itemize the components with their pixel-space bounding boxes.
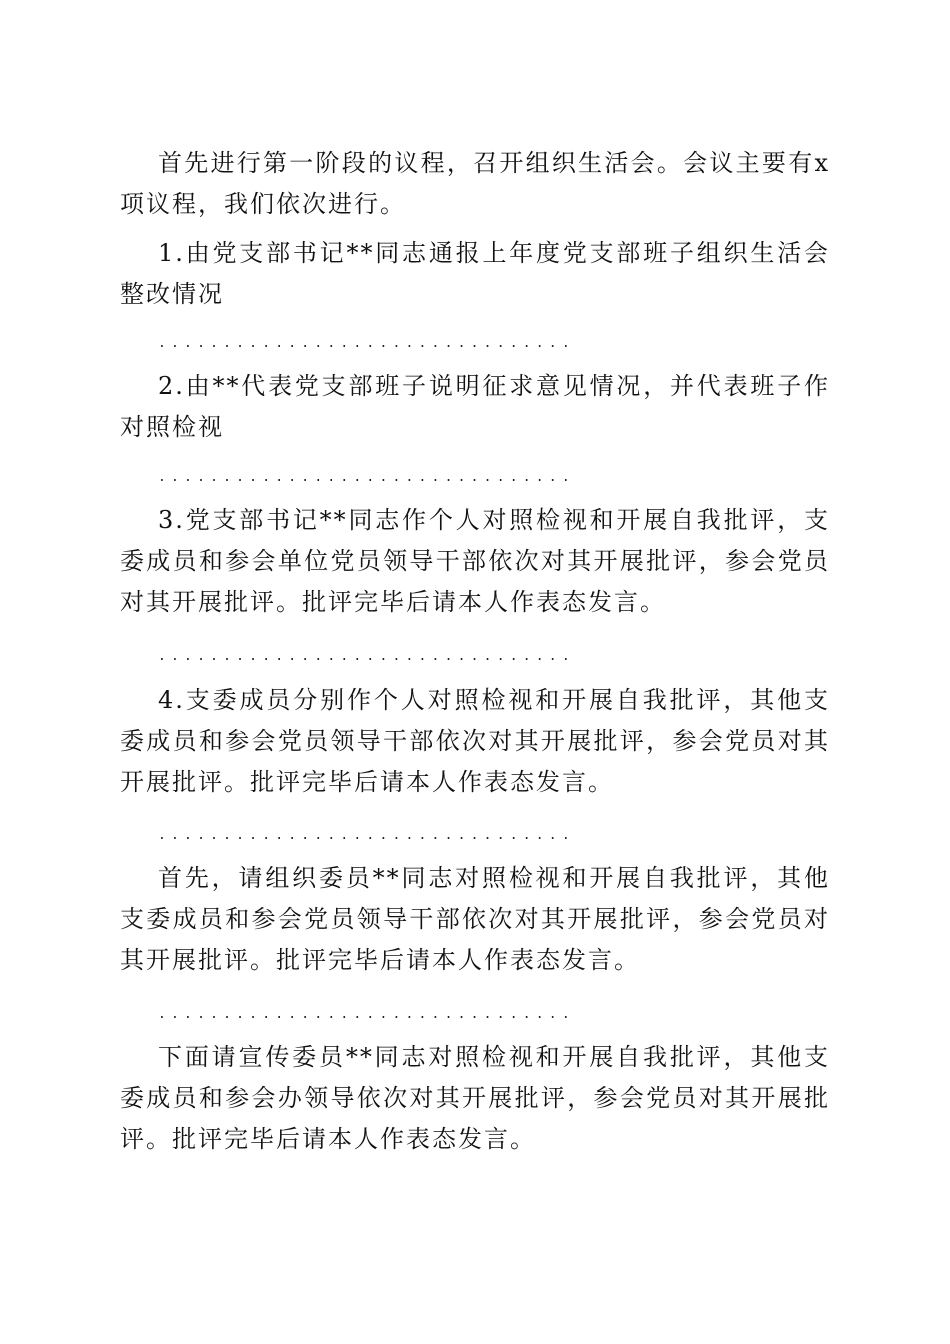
ellipsis-separator: ................................ xyxy=(158,336,575,351)
paragraph-publicity-member: 下面请宣传委员**同志对照检视和开展自我批评，其他支委成员和参会办领导依次对其开展批评，参会党员对其开展批评。批评完毕后请本人作表态发言。 xyxy=(120,1043,830,1153)
ellipsis-separator: ................................ xyxy=(158,1007,575,1022)
paragraph-intro: 首先进行第一阶段的议程，召开组织生活会。会议主要有x项议程，我们依次进行。 xyxy=(120,149,830,218)
paragraph-organization-member: 首先，请组织委员**同志对照检视和开展自我批评，其他支委成员和参会党员领导干部依次对其开展批评，参会党员对其开展批评。批评完毕后请本人作表态发言。 xyxy=(120,864,830,974)
paragraph-item-1: 1.由党支部书记**同志通报上年度党支部班子组织生活会整改情况 xyxy=(120,239,830,308)
paragraph-item-4: 4.支委成员分别作个人对照检视和开展自我批评，其他支委成员和参会党员领导干部依次对其开展批评，参会党员对其开展批评。批评完毕后请本人作表态发言。 xyxy=(120,686,830,796)
ellipsis-separator: ................................ xyxy=(158,470,575,485)
ellipsis-separator: ................................ xyxy=(158,828,575,843)
ellipsis-separator: ................................ xyxy=(158,649,575,664)
paragraph-item-3: 3.党支部书记**同志作个人对照检视和开展自我批评，支委成员和参会单位党员领导干部依次对其开展批评，参会党员对其开展批评。批评完毕后请本人作表态发言。 xyxy=(120,506,830,616)
paragraph-item-2: 2.由**代表党支部班子说明征求意见情况，并代表班子作对照检视 xyxy=(120,372,830,441)
